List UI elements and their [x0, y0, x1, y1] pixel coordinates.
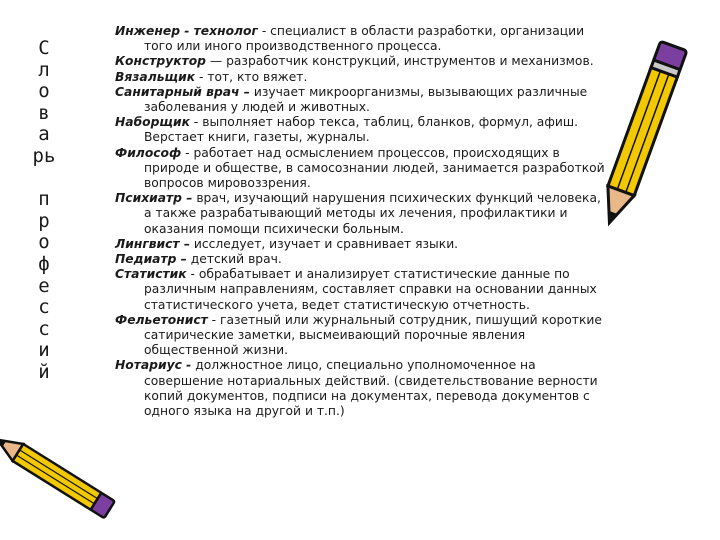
entry-term: Статистик	[115, 267, 187, 282]
entry-text: - тот, кто вяжет.	[195, 69, 308, 84]
title-letter: п	[38, 188, 50, 211]
title-letter: с	[38, 296, 50, 319]
profession-entry	[115, 54, 610, 69]
profession-list	[115, 24, 610, 419]
entry-term: Санитарный врач –	[115, 84, 250, 99]
profession-entry	[115, 85, 610, 115]
entry-text: исследует, изучает и сравнивает языки.	[190, 236, 459, 251]
title-letter: С	[38, 37, 50, 59]
profession-entry	[115, 358, 610, 419]
entry-term: Лингвист –	[115, 236, 190, 251]
title-letter: о	[38, 80, 50, 103]
profession-entry	[115, 146, 610, 192]
title-letter: с	[38, 317, 50, 340]
title-letter: е	[38, 274, 50, 297]
profession-entry	[115, 252, 610, 267]
entry-term: Наборщик	[115, 115, 190, 130]
profession-entry	[115, 313, 610, 359]
title-letter: ф	[38, 252, 50, 275]
profession-entry	[115, 115, 610, 145]
entry-text: изучает микроорганизмы, вызывающих различные заболевания у людей и животных.	[144, 84, 588, 115]
title-letter: й	[38, 360, 50, 383]
profession-entry	[115, 267, 610, 313]
profession-entry	[115, 237, 610, 252]
title-letter: и	[38, 339, 50, 362]
entry-term: Инженер - технолог	[115, 24, 258, 38]
title-letter: а	[38, 123, 50, 146]
entry-text: - газетный или журнальный сотрудник, пишущий короткие сатирические заметки, высмеивающий порочные явления общественной жизни.	[144, 312, 602, 358]
entry-text: - выполняет набор текса, таблиц, бланков, формул, афиш. Верстает книги, газеты, журналы.	[144, 115, 578, 145]
entry-term: Фельетонист	[115, 312, 208, 327]
profession-entry	[115, 191, 610, 237]
entry-term: Психиатр –	[115, 191, 193, 206]
entry-term: Педиатр –	[115, 252, 187, 267]
profession-entry	[115, 70, 610, 85]
entry-text: детский врач.	[186, 252, 282, 267]
title-letter: р	[38, 209, 50, 232]
entry-text: врач, изучающий нарушения психических функций человека, а также разрабатывающий методы их лечения, профилактики и оказания помощи психически больным.	[144, 191, 601, 236]
title-letter: в	[38, 101, 50, 124]
entry-text: — разработчик конструкций, инструментов и механизмов.	[205, 54, 594, 69]
entry-term: Конструктор	[115, 54, 206, 69]
entry-term: Философ	[115, 145, 182, 160]
title-letter: о	[38, 231, 50, 254]
entry-text: - работает над осмыслением процессов, происходящих в природе и обществе, в самосознании людей, занимается разработкой вопросов мировоззрения.	[144, 145, 605, 191]
entry-text: должностное лицо, специально уполномоченное на совершение нотариальных действий. (свидетельствование верности копий документов, подписи на документах, перевода документов с одного языка на другой и т.п.)	[144, 358, 598, 419]
entry-term: Вязальщик	[115, 69, 196, 84]
pencil-icon	[570, 0, 720, 250]
vertical-title	[28, 38, 60, 384]
pencil-icon	[0, 434, 140, 540]
title-letter: рь	[32, 144, 56, 167]
entry-text: - обрабатывает и анализирует статистические данные по различным направлениям, составляет справки на основании данных статистического учета, ведет статистическую отчетность.	[144, 267, 597, 312]
entry-text: - специалист в области разработки, организации того или иного производственного процесса.	[144, 24, 585, 54]
title-gap	[28, 168, 60, 190]
profession-entry	[115, 24, 610, 54]
title-letter: л	[38, 58, 50, 81]
entry-term: Нотариус -	[115, 358, 192, 373]
